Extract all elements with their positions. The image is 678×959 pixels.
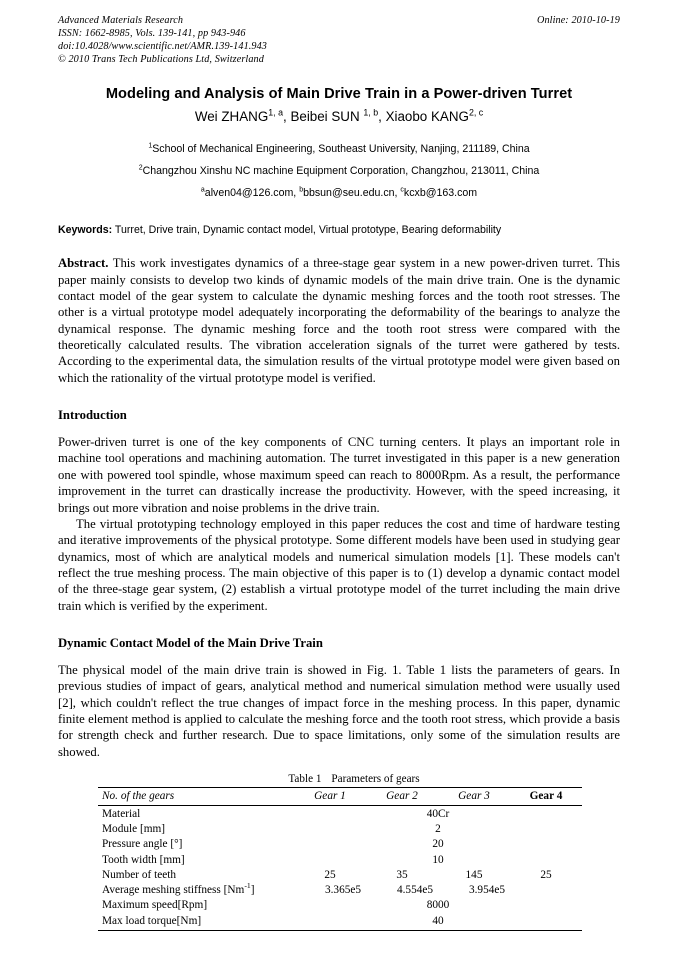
section-heading-dynamic-contact-model: Dynamic Contact Model of the Main Drive Train (58, 635, 323, 650)
keywords-line (58, 223, 620, 238)
abstract-paragraph (58, 255, 620, 386)
author-2-name: Beibei SUN (290, 109, 364, 125)
affiliation-1 (58, 138, 620, 160)
journal-header (58, 14, 620, 66)
table-row (98, 806, 582, 822)
table-1-parameters-of-gears (98, 787, 582, 931)
table-1-caption-text: Parameters of gears (331, 772, 420, 785)
row-value-number-of-teeth-gear-3: 145 (465, 868, 483, 881)
row-value-stiffness-2: 4.554e5 (396, 884, 434, 897)
keywords-value: Turret, Drive train, Dynamic contact model, Virtual prototype, Bearing deformability (112, 224, 502, 237)
row-label-stiffness-text: Average meshing stiffness [Nm (102, 884, 245, 897)
row-label-number-of-teeth: Number of teeth (102, 868, 177, 881)
row-value-number-of-teeth-gear-1: 25 (324, 868, 336, 881)
email-3-marker: c (400, 186, 404, 194)
introduction-paragraph-2: The virtual prototyping technology employed in this paper reduces the cost and time of hardware testing and iterative improvements of the physical prototype. Some different models have been used in studying gear dynamics, most of which are analytical models and numerical simulation models [1]. These models can't reflect the true meshing process. The main objective of this paper is to (1) develop a dynamic contact model of the three-stage gear system, (2) establish a virtual prototype model of the turret including the main drive train which is verified by the experiment. (58, 516, 620, 613)
row-label-stiffness-exponent: -1 (244, 881, 251, 891)
row-label-maximum-speed: Maximum speed[Rpm] (102, 899, 208, 912)
author-2-affil-marker: 1, b (363, 107, 379, 118)
author-1-affil-marker: 1, a (268, 107, 283, 118)
affiliation-2-marker: 2 (138, 164, 143, 172)
table-header-gear-1: Gear 1 (294, 787, 366, 805)
row-label-tooth-width: Tooth width [mm] (102, 853, 185, 866)
affiliation-list (58, 138, 620, 182)
affiliation-2 (58, 160, 620, 182)
table-row (98, 837, 582, 852)
row-value-number-of-teeth-gear-2: 35 (396, 868, 408, 881)
email-3[interactable]: kcxb@163.com (403, 187, 478, 200)
journal-copyright-line: © 2010 Trans Tech Publications Ltd, Switzerland (58, 54, 264, 66)
table-row (98, 821, 582, 836)
table-header-row (98, 787, 582, 805)
row-label-material: Material (102, 807, 141, 820)
table-row (98, 898, 582, 913)
keywords-label: Keywords: (58, 224, 113, 237)
row-value-maximum-speed: 8000 (426, 899, 450, 912)
row-value-tooth-width: 10 (432, 853, 444, 866)
row-value-stiffness-1: 3.365e5 (324, 884, 362, 897)
row-value-number-of-teeth-gear-4: 25 (540, 868, 552, 881)
table-1-caption (58, 772, 620, 786)
abstract-label: Abstract. (58, 256, 109, 271)
affiliation-2-text: Changzhou Xinshu NC machine Equipment Corporation, Changzhou, 213011, China (142, 165, 540, 178)
table-row (98, 867, 582, 882)
row-value-stiffness-3: 3.954e5 (468, 884, 506, 897)
table-header-gear-4: Gear 4 (510, 787, 582, 805)
author-separator-1: , (282, 109, 291, 125)
row-label-max-load-torque: Max load torque[Nm] (98, 913, 294, 930)
email-2-marker: b (299, 186, 304, 194)
table-row (98, 882, 582, 897)
affiliation-1-text: School of Mechanical Engineering, Southeast University, Nanjing, 211189, China (152, 143, 530, 156)
row-label-module: Module [mm] (102, 822, 166, 835)
table-row (98, 852, 582, 867)
section-heading-introduction: Introduction (58, 408, 127, 423)
author-separator-2: , (378, 109, 386, 125)
introduction-paragraph-1: Power-driven turret is one of the key components of CNC turning centers. It plays an important role in machine tool operations and machining automation. The turret investigated in this paper is a new generation one with powered tool spindle, whose maximum speed can reach to 8000Rpm. As a result, the performance improvement in the turret can drastically increase the productivity. However, with the speed increasing, it brings out more vibration and noise problems in the drive train. (58, 435, 620, 515)
row-value-material: 40Cr (426, 807, 450, 820)
table-header-gear-2: Gear 2 (366, 787, 438, 805)
row-label-average-meshing-stiffness (98, 882, 294, 897)
row-label-stiffness-tail: ] (250, 884, 255, 897)
table-1-wrapper (58, 772, 620, 931)
author-1-name: Wei ZHANG (194, 109, 269, 125)
author-list (58, 108, 620, 126)
journal-issn-line: ISSN: 1662-8985, Vols. 139-141, pp 943-946 (58, 28, 246, 40)
table-header-label: No. of the gears (98, 787, 294, 805)
table-1-caption-label: Table 1 (288, 772, 322, 785)
table-row (98, 913, 582, 930)
affiliation-1-marker: 1 (148, 142, 153, 150)
paper-title: Modeling and Analysis of Main Drive Train in a Power-driven Turret (105, 86, 573, 103)
table-header-gear-3: Gear 3 (438, 787, 510, 805)
row-value-pressure-angle: 20 (432, 838, 444, 851)
email-1-marker: a (200, 186, 205, 194)
email-list (58, 182, 620, 204)
journal-doi-line: doi:10.4028/www.scientific.net/AMR.139-141.943 (58, 41, 267, 53)
author-3-name: Xiaobo KANG (385, 109, 469, 125)
row-label-pressure-angle: Pressure angle [°] (102, 838, 183, 851)
row-value-module: 2 (435, 822, 441, 835)
dynamic-contact-model-paragraph-1: The physical model of the main drive train is showed in Fig. 1. Table 1 lists the parameters of gears. In previous studies of impact of gears, analytical method and numerical simulation method were usually used [2], which couldn't reflect the true changes of impact force in the meshing process. In this paper, dynamic finite element method is applied to calculate the meshing force and the tooth root stress, which provide a basis for strength check and further research. Due to space limitations, only some of the simulation results are showed. (58, 662, 620, 759)
row-value-max-load-torque: 40 (294, 913, 582, 930)
abstract-text: This work investigates dynamics of a three-stage gear system in a new power-driven turret. This paper mainly consists to develop two kinds of dynamic models of the main drive train. One is the dynamic contact model of the gear system to calculate the dynamic meshing forces and the tooth root stresses. The other is a virtual prototype model adequately incorporating the deformability of the bearings to analyze the dynamical response. The dynamic meshing force and the tooth root stress were compared with the theoretically calculated results. The vibration acceleration signals of the turret were gathered by tests. According to the experimental data, the simulation results of the virtual prototype model were given based on which the rationality of the virtual prototype model is verified. (58, 256, 620, 385)
author-3-affil-marker: 2, c (468, 107, 484, 118)
row-value-stiffness-empty (510, 882, 582, 897)
journal-name: Advanced Materials Research (58, 15, 184, 26)
online-date: Online: 2010-10-19 (536, 15, 620, 26)
email-2[interactable]: bbsun@seu.edu.cn, (303, 187, 401, 200)
email-1[interactable]: alven04@126.com, (204, 187, 300, 200)
